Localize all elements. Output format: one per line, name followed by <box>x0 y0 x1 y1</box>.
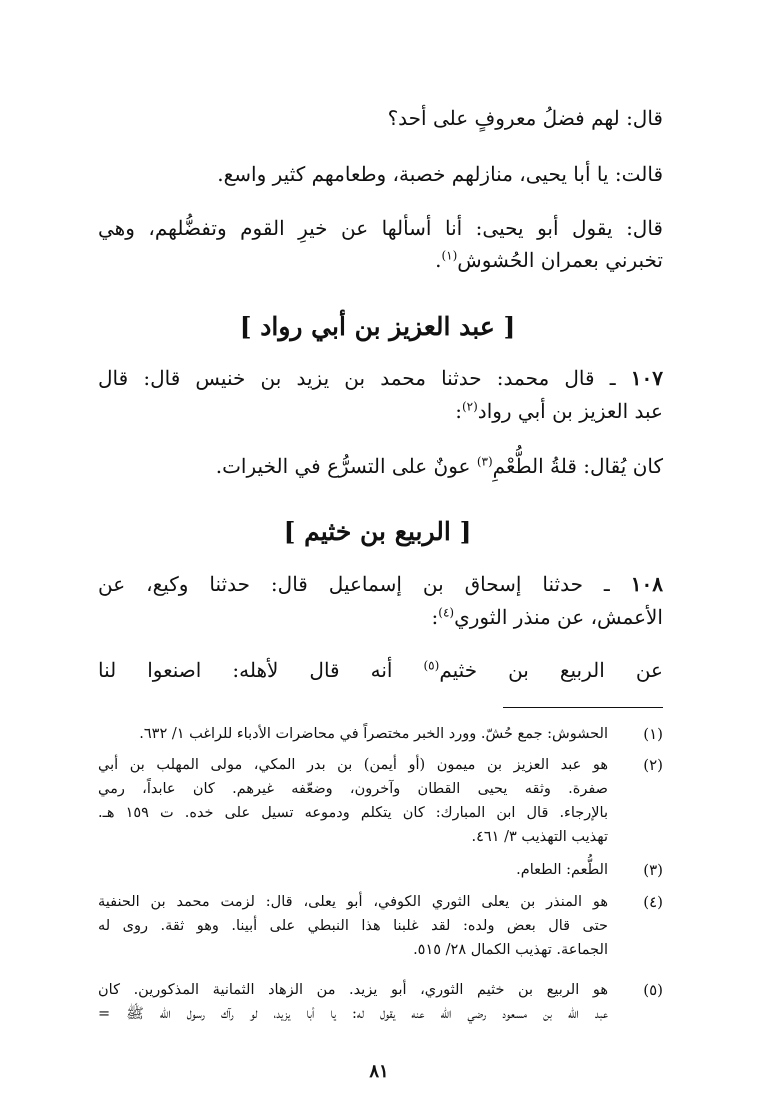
section-heading: [ عبد العزيز بن أبي رواد ] <box>239 312 516 341</box>
entry-number: ١٠٨ <box>630 572 663 596</box>
footnote-line: الجماعة. تهذيب الكمال ٢٨/ ٥١٥. <box>413 942 608 958</box>
footnote-mark: (٣) <box>643 861 663 879</box>
paragraph-line: ١٠٨ ـ حدثنا إسحاق بن إسماعيل قال: حدثنا وكيع، عن <box>98 572 663 596</box>
entry-number: ١٠٧ <box>630 366 664 390</box>
paragraph-line: عبد العزيز بن أبي رواد$^{(٢)}$: <box>455 399 663 423</box>
footnote-ref: (٢) <box>461 399 478 414</box>
paragraph-line: تخبرني بعمران الحُشوش$^{(١)}$. <box>435 248 663 272</box>
paragraph-line: عن الربيع بن خثيم$^{(٥)}$ أنه قال لأهله: اصنعوا لنا <box>98 658 663 682</box>
footnote-line: حتى قال بعض ولده: لقد غلبنا هذا النبطي على أبينا. وهو ثقة. روى له <box>98 918 608 934</box>
footnote-mark: (٥) <box>643 981 663 999</box>
footnote-line: الحشوش: جمع حُشّ. وورد الخبر مختصراً في محاضرات الأدباء للراغب ١/ ٦٣٢. <box>139 726 608 742</box>
paragraph-line: قال: يقول أبو يحيى: أنا أسألها عن خيرِ القوم وتفضُّلهم، وهي <box>98 216 663 240</box>
section-heading: [ الربيع بن خثيم ] <box>283 517 472 546</box>
footnote-line: تهذيب التهذيب ٣/ ٤٦١. <box>471 829 608 845</box>
page-number: ٨١ <box>369 1061 389 1082</box>
paragraph-line: قالت: يا أبا يحيى، منازلهم خصبة، وطعامهم كثير واسع. <box>217 162 663 186</box>
paragraph-line: ١٠٧ ـ قال محمد: حدثنا محمد بن يزيد بن خنيس قال: قال <box>98 366 664 390</box>
paragraph-line: الأعمش، عن منذر الثوري$^{(٤)}$: <box>431 605 663 629</box>
footnote-line: صفرة. وثقه يحيى القطان وآخرون، وضعّفه غيرهم. كان عابداً، رمي <box>98 781 608 797</box>
footnote-ref: (١) <box>441 248 458 263</box>
footnote-line: الطُّعم: الطعام. <box>516 862 608 878</box>
footnote-mark: (١) <box>643 725 663 743</box>
footnote-line: هو الربيع بن خثيم الثوري، أبو يزيد. من الزهاد الثمانية المذكورين. كان <box>98 982 608 998</box>
footnote-mark: (٤) <box>643 893 663 911</box>
footnote-line: هو عبد العزيز بن ميمون (أو أيمن) بن بدر المكي، مولى المهلب بن أبي <box>98 757 608 773</box>
footnote-ref: (٥) <box>423 658 440 673</box>
footnote-ref: (٣) <box>476 454 493 469</box>
footnote-mark: (٢) <box>643 756 663 774</box>
footnote-line: بالإرجاء. قال ابن المبارك: كان يتكلم ودموعه تسيل على خده. ت ١٥٩ هـ. <box>98 805 608 821</box>
paragraph-line: قال: لهم فضلُ معروفٍ على أحد؟ <box>387 106 663 130</box>
footnote-separator <box>503 707 663 708</box>
footnote-line: عبد الله بن مسعود رضي الله عنه يقول له: يا أبا يزيد، لو رآك رسول الله ﷺ = <box>98 1006 608 1022</box>
paragraph-line: كان يُقال: قلةُ الطُّعْمِ$^{(٣)}$ عونٌ على التسرُّع في الخيرات. <box>215 454 663 478</box>
footnote-ref: (٤) <box>438 605 455 620</box>
footnote-line: هو المنذر بن يعلى الثوري الكوفي، أبو يعلى، قال: لزمت محمد بن الحنفية <box>98 894 608 910</box>
